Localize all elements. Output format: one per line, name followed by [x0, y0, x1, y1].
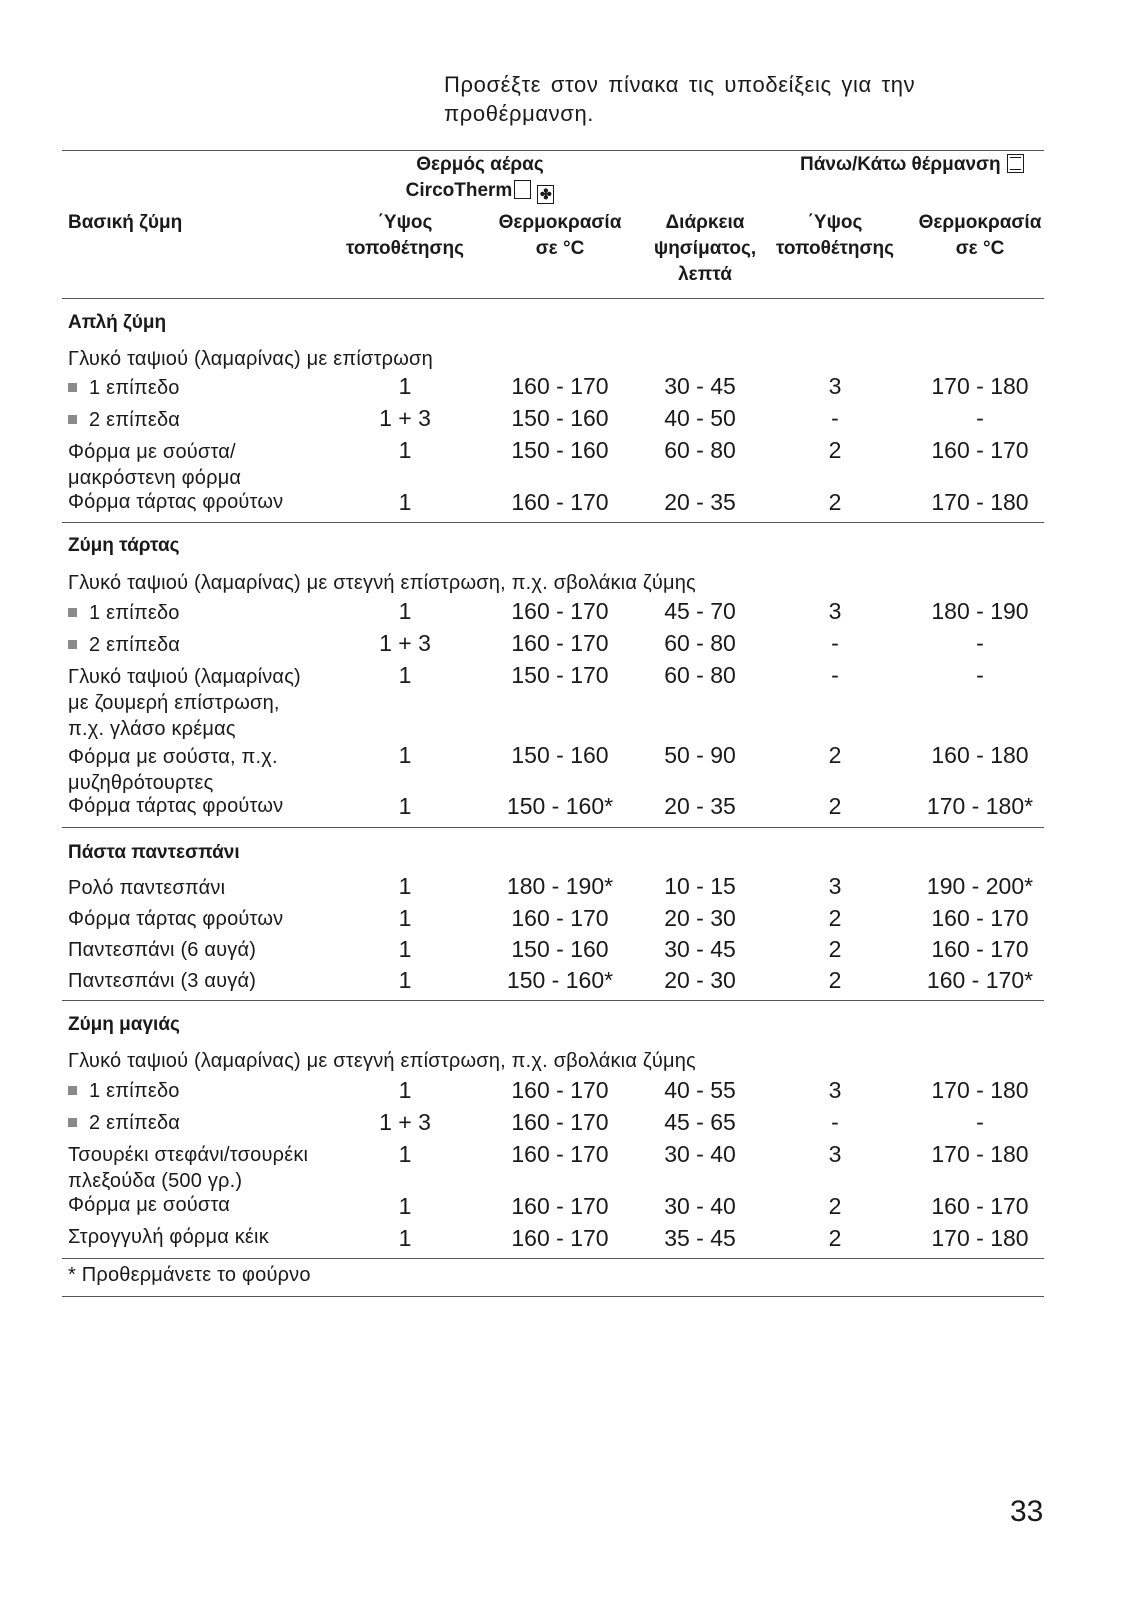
- cell-duration: 60 - 80: [664, 437, 736, 463]
- row-label: 2 επίπεδα: [68, 1110, 180, 1136]
- cell-height: 1: [398, 873, 412, 899]
- bullet-icon: [68, 608, 77, 617]
- cell-temp: 160 - 170: [511, 373, 609, 399]
- cell-temp: 150 - 160*: [506, 793, 614, 819]
- col-height-header: ΄Υψος τοποθέτησης: [345, 212, 465, 259]
- cell-temp2: 160 - 170: [931, 1193, 1029, 1219]
- cell-duration: 60 - 80: [664, 662, 736, 688]
- row-label: Φόρμα τάρτας φρούτων: [68, 795, 284, 817]
- cell-temp2: 160 - 170: [931, 905, 1029, 931]
- cell-height: 1: [398, 1225, 412, 1251]
- table-top-rule: [62, 150, 1044, 151]
- row-label: 2 επίπεδα: [68, 407, 180, 433]
- section-rule: [62, 522, 1044, 523]
- cell-temp2: -: [976, 1109, 984, 1135]
- blank-box-icon: [514, 180, 531, 199]
- cell-duration: 30 - 45: [664, 373, 736, 399]
- cell-height2: 3: [828, 1141, 842, 1167]
- row-label: Φόρμα τάρτας φρούτων: [68, 908, 284, 930]
- page-number: 33: [1010, 1495, 1044, 1528]
- row-label: Ρολό παντεσπάνι: [68, 877, 226, 899]
- cell-height2: -: [831, 1109, 839, 1135]
- cell-duration: 40 - 50: [664, 405, 736, 431]
- cell-height: 1: [398, 373, 412, 399]
- bullet-icon: [68, 640, 77, 649]
- cell-height: 1: [398, 742, 412, 768]
- bullet-icon: [68, 1086, 77, 1095]
- cell-temp: 150 - 160: [511, 936, 609, 962]
- row-label: Παντεσπάνι (3 αυγά): [68, 970, 257, 992]
- cell-duration: 20 - 35: [664, 793, 736, 819]
- cell-temp: 160 - 170: [511, 1225, 609, 1251]
- bullet-icon: [68, 383, 77, 392]
- cell-height2: 3: [828, 873, 842, 899]
- cell-height2: -: [831, 662, 839, 688]
- cell-height: 1: [398, 967, 412, 993]
- cell-height: 1: [398, 662, 412, 688]
- cell-temp2: -: [976, 662, 984, 688]
- cell-height: 1: [398, 1077, 412, 1103]
- cell-temp: 160 - 170: [511, 598, 609, 624]
- cell-height2: 3: [828, 373, 842, 399]
- section-subheading: Γλυκό ταψιού (λαμαρίνας) με επίστρωση: [68, 348, 433, 370]
- cell-duration: 60 - 80: [664, 630, 736, 656]
- section-rule: [62, 1000, 1044, 1001]
- cell-height: 1 + 3: [379, 405, 431, 431]
- top-bottom-heat-icon: [1007, 154, 1024, 173]
- cell-height: 1: [398, 905, 412, 931]
- cell-duration: 30 - 45: [664, 936, 736, 962]
- cell-temp: 150 - 170: [511, 662, 609, 688]
- cell-duration: 10 - 15: [664, 873, 736, 899]
- section-title: Ζύμη μαγιάς: [68, 1014, 180, 1035]
- cell-temp: 160 - 170: [511, 905, 609, 931]
- cell-temp2: 160 - 170: [931, 437, 1029, 463]
- row-label: Στρογγυλή φόρμα κέικ: [68, 1226, 269, 1248]
- intro-text: Προσέξτε στον πίνακα τις υποδείξεις για την προθέρμανση.: [444, 72, 916, 126]
- cell-height: 1: [398, 489, 412, 515]
- section-rule: [62, 1258, 1044, 1259]
- cell-temp2: 170 - 180*: [926, 793, 1034, 819]
- cell-temp: 160 - 170: [511, 1109, 609, 1135]
- cell-height2: 2: [828, 905, 842, 931]
- cell-temp: 180 - 190*: [506, 873, 614, 899]
- row-label: Φόρμα με σούστα: [68, 1194, 231, 1216]
- cell-duration: 20 - 35: [664, 489, 736, 515]
- cell-duration: 20 - 30: [664, 967, 736, 993]
- col-temp2-header: Θερμοκρασία σε °C: [918, 212, 1042, 259]
- row-label: Φόρμα με σούστα, π.χ. μυζηθρότουρτες: [68, 746, 278, 794]
- row-label: Γλυκό ταψιού (λαμαρίνας) με ζουμερή επίστρωση, π.χ. γλάσο κρέμας: [68, 666, 301, 740]
- row-label: Φόρμα με σούστα/ μακρόστενη φόρμα: [68, 441, 242, 489]
- cell-temp: 150 - 160: [511, 405, 609, 431]
- section-rule: [62, 827, 1044, 828]
- cell-temp2: 170 - 180: [931, 1141, 1029, 1167]
- cell-temp2: 170 - 180: [931, 373, 1029, 399]
- cell-height2: 2: [828, 489, 842, 515]
- row-label: Φόρμα τάρτας φρούτων: [68, 491, 284, 513]
- section-title: Πάστα παντεσπάνι: [68, 842, 240, 863]
- col-type-header: Βασική ζύμη: [68, 212, 183, 233]
- cell-height2: 2: [828, 936, 842, 962]
- cell-height2: 2: [828, 967, 842, 993]
- row-label: 2 επίπεδα: [68, 632, 180, 658]
- cell-duration: 30 - 40: [664, 1193, 736, 1219]
- row-label: 1 επίπεδο: [68, 375, 180, 401]
- cell-height2: 2: [828, 742, 842, 768]
- cell-duration: 30 - 40: [664, 1141, 736, 1167]
- table-bottom-rule: [62, 1296, 1044, 1297]
- cell-temp2: 180 - 190: [931, 598, 1029, 624]
- cell-temp2: -: [976, 630, 984, 656]
- cell-height2: 3: [828, 1077, 842, 1103]
- cell-height2: 2: [828, 437, 842, 463]
- cell-height: 1 + 3: [379, 630, 431, 656]
- cell-temp2: 170 - 180: [931, 489, 1029, 515]
- cell-height: 1: [398, 793, 412, 819]
- cell-duration: 50 - 90: [664, 742, 736, 768]
- bullet-icon: [68, 415, 77, 424]
- cell-duration: 40 - 55: [664, 1077, 736, 1103]
- cell-height: 1: [398, 1141, 412, 1167]
- cell-height: 1: [398, 598, 412, 624]
- cell-temp2: 170 - 180: [931, 1077, 1029, 1103]
- cell-temp: 150 - 160: [511, 742, 609, 768]
- cell-height: 1: [398, 437, 412, 463]
- cell-height2: 2: [828, 1225, 842, 1251]
- cell-temp: 150 - 160: [511, 437, 609, 463]
- cell-height2: 3: [828, 598, 842, 624]
- cell-temp: 160 - 170: [511, 489, 609, 515]
- fan-icon: ✤: [537, 185, 554, 204]
- cell-temp: 150 - 160*: [506, 967, 614, 993]
- row-label: Παντεσπάνι (6 αυγά): [68, 939, 257, 961]
- cell-duration: 45 - 65: [664, 1109, 736, 1135]
- section-subheading: Γλυκό ταψιού (λαμαρίνας) με στεγνή επίστρωση, π.χ. σβολάκια ζύμης: [68, 572, 696, 594]
- cell-temp: 160 - 170: [511, 1077, 609, 1103]
- cell-temp: 160 - 170: [511, 1141, 609, 1167]
- cell-duration: 45 - 70: [664, 598, 736, 624]
- cell-temp: 160 - 170: [511, 1193, 609, 1219]
- footnote: * Προθερμάνετε το φούρνο: [68, 1264, 311, 1286]
- cell-temp2: 170 - 180: [931, 1225, 1029, 1251]
- cell-temp: 160 - 170: [511, 630, 609, 656]
- hot-air-heading: Θερμός αέρας CircoTherm ✤: [380, 152, 580, 204]
- bullet-icon: [68, 1118, 77, 1127]
- col-temp-header: Θερμοκρασία σε °C: [498, 212, 622, 259]
- top-bottom-heading: Πάνω/Κάτω θέρμανση: [800, 152, 1024, 178]
- section-title: Ζύμη τάρτας: [68, 535, 180, 556]
- header-bottom-rule: [62, 298, 1044, 299]
- cell-temp2: 160 - 170: [931, 936, 1029, 962]
- cell-temp2: 160 - 170*: [926, 967, 1034, 993]
- cell-temp2: 160 - 180: [931, 742, 1029, 768]
- col-duration-header: Διάρκεια ψησίματος, λεπτά: [653, 212, 757, 285]
- cell-height: 1: [398, 936, 412, 962]
- row-label: Τσουρέκι στεφάνι/τσουρέκι πλεξούδα (500 γρ.): [68, 1144, 309, 1192]
- cell-height: 1 + 3: [379, 1109, 431, 1135]
- cell-height2: 2: [828, 1193, 842, 1219]
- cell-height2: -: [831, 405, 839, 431]
- cell-height: 1: [398, 1193, 412, 1219]
- cell-height2: -: [831, 630, 839, 656]
- row-label: 1 επίπεδο: [68, 1078, 180, 1104]
- cell-duration: 20 - 30: [664, 905, 736, 931]
- cell-duration: 35 - 45: [664, 1225, 736, 1251]
- cell-temp2: -: [976, 405, 984, 431]
- row-label: 1 επίπεδο: [68, 600, 180, 626]
- section-subheading: Γλυκό ταψιού (λαμαρίνας) με στεγνή επίστρωση, π.χ. σβολάκια ζύμης: [68, 1050, 696, 1072]
- cell-temp2: 190 - 200*: [926, 873, 1034, 899]
- col-height2-header: ΄Υψος τοποθέτησης: [775, 212, 895, 259]
- cell-height2: 2: [828, 793, 842, 819]
- section-title: Απλή ζύμη: [68, 312, 167, 333]
